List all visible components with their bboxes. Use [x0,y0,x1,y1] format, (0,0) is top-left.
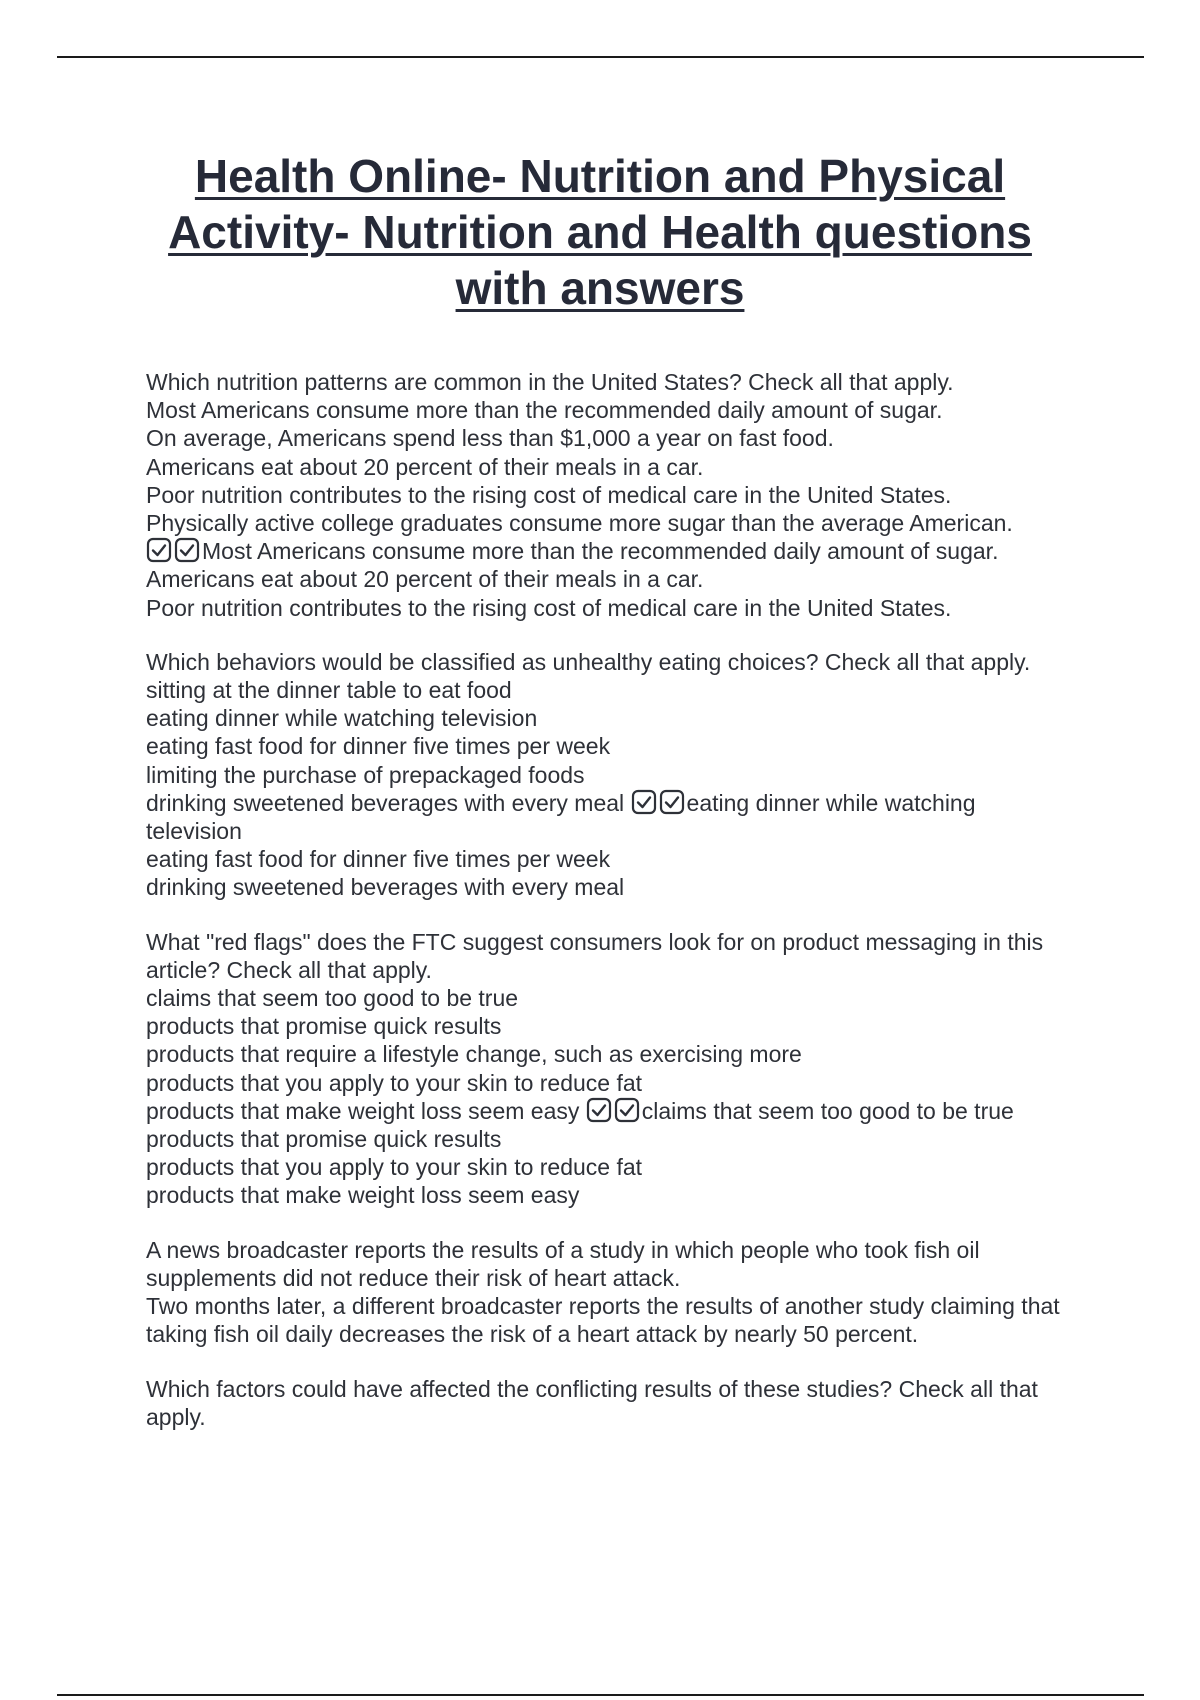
bottom-rule [57,1694,1144,1696]
q2-option: drinking sweetened beverages with every meal [146,789,631,816]
q2-answer: eating dinner while watching [686,789,976,816]
title-line-3: with answers [455,262,745,314]
q2-option: limiting the purchase of prepackaged foods [146,761,585,788]
q2-answer: drinking sweetened beverages with every meal [146,874,625,901]
top-rule [57,56,1144,58]
checkbox-checked-icon [146,537,172,563]
q3-option: products that you apply to your skin to reduce fat [146,1069,643,1096]
checkbox-checked-icon [174,537,200,563]
q4-question: Which factors could have affected the conflicting results of these studies? Check all that apply. [146,1375,1038,1430]
q1-question: Which nutrition patterns are common in the United States? Check all that apply. [146,369,954,395]
q2-option: eating fast food for dinner five times per week [146,733,611,760]
checkbox-checked-icon [614,1097,640,1123]
q1-option: Physically active college graduates consume more sugar than the average American. [146,510,1013,537]
q1-option: Poor nutrition contributes to the rising cost of medical care in the United States. [146,481,952,508]
answer-checkmarks [631,789,687,817]
q2-option: eating dinner while watching television [146,705,538,732]
q1-answer: Poor nutrition contributes to the rising cost of medical care in the United States. [146,594,952,621]
q3-option: products that promise quick results [146,1013,502,1040]
checkbox-checked-icon [659,789,685,815]
q3-question: What "red flags" does the FTC suggest consumers look for on product messaging in this article? Check all that apply. [146,928,1044,983]
q1-option: Americans eat about 20 percent of their meals in a car. [146,453,704,480]
answer-checkmarks [586,1097,642,1125]
q1-answer-line [146,537,1096,565]
q2-option: sitting at the dinner table to eat food [146,677,512,704]
q2-option-with-answer [146,789,1096,817]
q3-option: claims that seem too good to be true [146,985,519,1012]
q3-option: products that require a lifestyle change, such as exercising more [146,1041,802,1068]
q2-question: Which behaviors would be classified as unhealthy eating choices? Check all that apply. [146,648,1031,675]
title-line-2: Activity- Nutrition and Health questions [168,206,1032,258]
q4-paragraph: Two months later, a different broadcaster reports the results of another study claiming that taking fish oil daily decreases the risk of a heart attack by nearly 50 percent. [146,1293,1060,1348]
q1-answer: Americans eat about 20 percent of their meals in a car. [146,566,704,593]
q3-answer: claims that seem too good to be true [641,1097,1014,1124]
q3-option-with-answer [146,1097,1096,1125]
q3-answer: products that make weight loss seem easy [146,1182,580,1209]
q1-option: On average, Americans spend less than $1,000 a year on fast food. [146,425,834,452]
q2-answer: television [146,818,242,845]
q1-option: Most Americans consume more than the recommended daily amount of sugar. [146,397,943,424]
q1-answer: Most Americans consume more than the recommended daily amount of sugar. [202,538,999,565]
checkbox-checked-icon [631,789,657,815]
q3-answer: products that promise quick results [146,1126,502,1153]
q3-option: products that make weight loss seem easy [146,1097,586,1124]
q4-paragraph: A news broadcaster reports the results of a study in which people who took fish oil supplements did not reduce their risk of heart attack. [146,1236,980,1291]
checkbox-checked-icon [586,1097,612,1123]
answer-checkmarks [146,537,202,565]
document-body [146,368,1096,1431]
q3-answer: products that you apply to your skin to reduce fat [146,1154,643,1181]
title-line-1: Health Online- Nutrition and Physical [194,150,1006,202]
page-title [100,148,1100,316]
q2-answer: eating fast food for dinner five times per week [146,846,611,873]
